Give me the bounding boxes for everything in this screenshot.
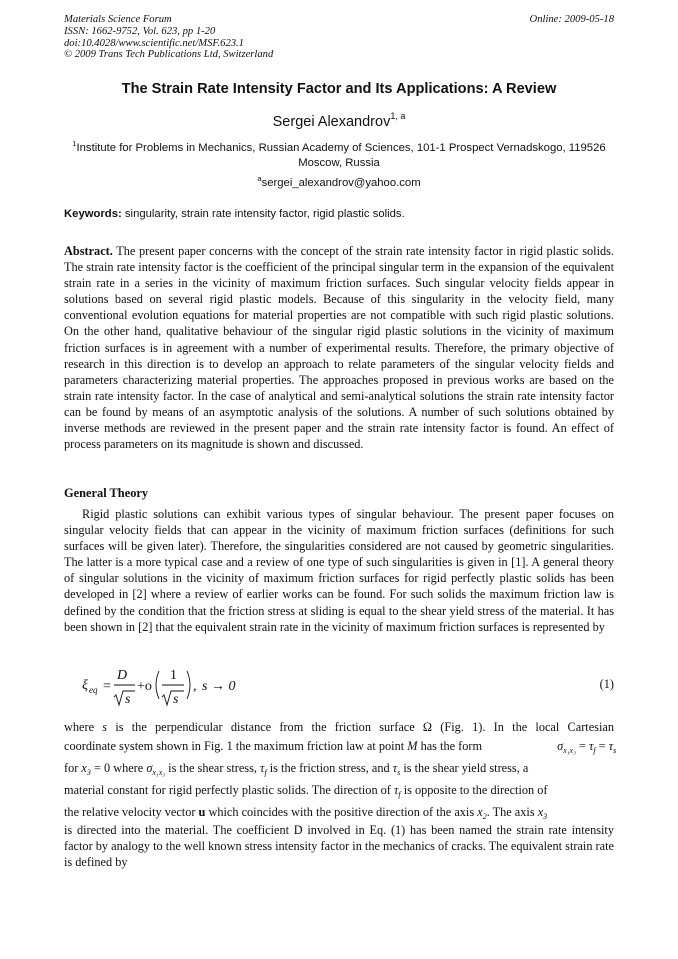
friction-law-formula: $\sigma_{x_1x_3} = \tau_f = \tau_s$ [557, 739, 617, 755]
eq-one: 1 [170, 668, 177, 683]
keywords-label: Keywords: [64, 208, 122, 220]
general-theory-paragraph: Rigid plastic solutions can exhibit various types of singular behaviour. The present paper focuses on singular velocity fields that can appear in the vicinity of maximum friction surfaces (definitions for such surfaces will be given later). Therefore, the singularities considered are not caused by geometric singularities. The latter is a more typical case and a review of one type of such singularities is given in [1]. A general theory of singular solutions in the vicinity of maximum friction surfaces for rigid perfectly plastic solids has been developed in [2] where a review of earlier works can be found. For such solids the maximum friction law is defined by the condition that the friction stress at sliding is equal to the shear yield stress of the material. It has been shown in [2] that the equivalent strain rate in the vicinity of maximum friction surfaces is represented by [64, 507, 614, 634]
abstract [64, 243, 614, 452]
text-run: where [64, 720, 103, 734]
abstract-text: The present paper concerns with the concept of the strain rate intensity factor in rigid plastic solids. The strain rate intensity factor is the coefficient of the principal singular term in the expansion of the equivalent strain rate in a series in the vicinity of maximum friction surfaces. Such singular velocity fields appear in solutions based on several rigid plastic models. Because of this singularity in the velocity field, many conventional evolution equations for material properties are not compatible with such rigid plastic solutions. On the other hand, qualitative behaviour of the singular rigid plastic solutions in the vicinity of maximum friction surfaces is in agreement with a number of experimental results. Therefore, the primary objective of research in this direction is to develop an approach to relate parameters of the singular velocity fields and parameters characterizing material properties. The approaches proposed in previous works are based on the strain rate intensity factor. In the case of analytical and semi-analytical solutions the strain rate intensity factor can be found by means of an asymptotic analysis of the solutions. A number of such solutions obtained by inverse methods are reviewed in the present paper and the strain rate intensity factor is found. An effect of process parameters on its magnitude is shown and discussed. [64, 244, 614, 452]
eq-lhs: ξ [82, 678, 88, 693]
eq-plus-o: +o [137, 679, 152, 694]
paper-title: The Strain Rate Intensity Factor and Its Applications: A Review [121, 81, 557, 97]
body-line-5: the relative velocity vector u which coincides with the positive direction of the axis $x_2$. The axis $x_3$ [64, 805, 548, 821]
var-M: M [407, 739, 418, 753]
affiliation [64, 136, 614, 171]
body-line-3: for $x_3 = 0$ where $\sigma_{x_1x_3}$ is the shear stress, $\tau_f$ is the friction stress, and $\tau_s$ is the shear yield stress, a [64, 761, 529, 777]
text-run: . The axis [486, 805, 538, 819]
text-run: is the shear yield stress, a [403, 761, 529, 775]
journal-header [64, 14, 273, 61]
text-run: the relative velocity vector [64, 805, 199, 819]
doi-line: doi:10.4028/www.scientific.net/MSF.623.1 [64, 37, 244, 49]
eq-inner-denominator: s [173, 692, 179, 707]
eq-left-paren [156, 671, 159, 699]
abstract-label: Abstract. [64, 244, 113, 258]
text-run: is the friction stress, and [269, 761, 393, 775]
issn-line: ISSN: 1662-9752, Vol. 623, pp 1-20 [64, 25, 216, 37]
body-line-4: material constant for rigid perfectly plastic solids. The direction of $\tau_f$ is opposite to the direction of [64, 783, 548, 799]
author-sup: 1, a [390, 111, 406, 121]
eq-limit: s → 0 [202, 679, 236, 694]
journal-name: Materials Science Forum [64, 14, 172, 25]
eq-equals: = [103, 679, 111, 694]
affiliation-sup: 1 [72, 139, 77, 148]
text-run: for [64, 761, 82, 775]
equation-number: (1) [599, 677, 614, 691]
eq-right-paren [187, 671, 190, 699]
email-text: sergei_alexandrov@yahoo.com [261, 177, 421, 189]
text-run: where [110, 761, 147, 775]
equation-1 [80, 661, 600, 709]
body-line-2 [64, 738, 617, 759]
eq-numerator: D [117, 668, 128, 683]
author-line [0, 111, 678, 130]
text-run: has the form [417, 739, 486, 753]
eq-denominator: s [125, 692, 131, 707]
eq-lhs-sub: eq [89, 685, 98, 695]
copyright-line: © 2009 Trans Tech Publications Ltd, Switzerland [64, 49, 274, 61]
affiliation-text: Institute for Problems in Mechanics, Russian Academy of Sciences, 101-1 Prospect Vernadskogo, 119526 Moscow, Russia [76, 142, 606, 169]
text-run: material constant for rigid perfectly plastic solids. The direction of [64, 783, 394, 797]
body-tail-paragraph: is directed into the material. The coefficient D involved in Eq. (1) has been named the strain rate intensity factor by analogy to the well known stress intensity factor in the mechanics of cracks. The equivalent strain rate is defined by [64, 823, 614, 870]
text-run: is opposite to the direction of [403, 783, 548, 797]
author-email [0, 174, 678, 189]
text-run: coordinate system shown in Fig. 1 the maximum friction law at point [64, 739, 408, 753]
section-heading: General Theory [64, 486, 149, 500]
var-s: s [102, 720, 108, 734]
text-run: is the shear stress, [168, 761, 261, 775]
online-date: Online: 2009-05-18 [529, 14, 614, 25]
body-line-1 [64, 719, 614, 735]
email-sup: a [257, 174, 262, 183]
keywords-text: singularity, strain rate intensity factor, rigid plastic solids. [121, 208, 405, 220]
text-run: is the perpendicular distance from the friction surface Ω (Fig. 1). In the local Cartesian [107, 720, 614, 734]
vector-u: u [198, 805, 206, 819]
keywords [64, 208, 614, 220]
text-run: which coincides with the positive direction of the axis [205, 805, 478, 819]
author-name: Sergei Alexandrov [272, 114, 391, 130]
eq-comma: , [193, 679, 197, 694]
